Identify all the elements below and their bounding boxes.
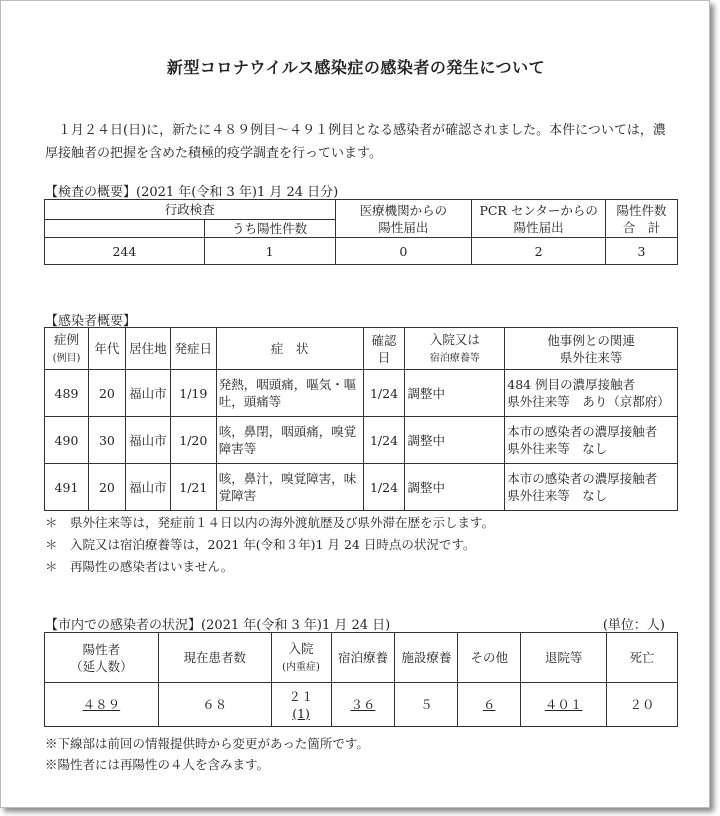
col-confirmed: 確認日 bbox=[363, 328, 405, 370]
lodging-count: ３６ bbox=[350, 697, 376, 712]
test-summary-table bbox=[44, 199, 678, 265]
col-other: その他 bbox=[458, 633, 521, 683]
col-age: 年代 bbox=[88, 328, 125, 370]
discharged-count: ４０１ bbox=[544, 697, 583, 712]
hospitalized-count: ２１ bbox=[288, 688, 314, 704]
city-status-table bbox=[44, 632, 678, 727]
col-case: 症例 (例目) bbox=[45, 328, 89, 370]
col-positive-total: 陽性件数 合 計 bbox=[606, 200, 678, 238]
severe-count: (1) bbox=[292, 705, 310, 721]
case-note-3: ＊ 再陽性の感染者はいません。 bbox=[45, 559, 234, 574]
positive-count: ４８９ bbox=[82, 697, 121, 712]
col-admin-test: 行政検査 bbox=[45, 200, 336, 220]
col-hospitalized: 入院 (内重症) bbox=[271, 633, 331, 683]
case-note-2: ＊ 入院又は宿泊療養等は，2021 年(令和３年)1 月 24 日時点の状況です。 bbox=[45, 537, 476, 552]
col-pcr-report: PCR センターからの 陽性届出 bbox=[472, 200, 606, 238]
col-hospitalization: 入院又は 宿泊療養等 bbox=[405, 328, 505, 370]
medical-report-count: 0 bbox=[335, 238, 472, 265]
table-row: 491 20 福山市 1/21 咳，鼻汁，嗅覚障害，味覚障害 1/24 調整中 本市の感染者の濃厚接触者 県外往来等 なし bbox=[45, 464, 678, 511]
other-count: ６ bbox=[482, 697, 496, 712]
positive-total-count: 3 bbox=[606, 238, 678, 265]
col-admin-positive: うち陽性件数 bbox=[204, 220, 335, 238]
page-title: 新型コロナウイルス感染症の感染者の発生について bbox=[166, 58, 546, 77]
col-current-patients: 現在患者数 bbox=[158, 633, 271, 683]
case-summary-heading: 【感染者概要】 bbox=[45, 314, 137, 329]
col-lodging: 宿泊療養 bbox=[331, 633, 395, 683]
deaths-count: ２０ bbox=[607, 683, 678, 727]
case-note-1: ＊ 県外往来等は，発症前１４日以内の海外渡航歴及び県外滞在歴を示します。 bbox=[45, 515, 495, 530]
col-onset: 発症日 bbox=[170, 328, 216, 370]
col-medical-report: 医療機関からの 陽性届出 bbox=[335, 200, 472, 238]
test-summary-heading: 【検査の概要】(2021 年(令和 3 年)1 月 24 日分) bbox=[45, 185, 339, 200]
status-note-2: ※陽性者には再陽性の４人を含みます。 bbox=[45, 757, 270, 772]
status-note-1: ※下線部は前回の情報提供時から変更があった箇所です。 bbox=[45, 736, 369, 751]
col-positive: 陽性者 （延人数） bbox=[45, 633, 159, 683]
admin-positive-count: 1 bbox=[204, 238, 335, 265]
facility-count: ５ bbox=[395, 683, 458, 727]
admin-test-count: 244 bbox=[45, 238, 205, 265]
col-residence: 居住地 bbox=[125, 328, 170, 370]
intro-paragraph: １月２４日(日)に，新たに４８９例目～４９１例目となる感染者が確認されました。本件については，濃厚接触者の把握を含めた積極的疫学調査を行っています。 bbox=[45, 123, 666, 161]
col-facility: 施設療養 bbox=[395, 633, 458, 683]
col-symptoms: 症 状 bbox=[216, 328, 363, 370]
unit-label: (単位：人) bbox=[602, 618, 665, 633]
case-summary-table bbox=[44, 327, 678, 511]
col-discharged: 退院等 bbox=[521, 633, 607, 683]
pcr-report-count: 2 bbox=[472, 238, 606, 265]
current-patients-count: ６８ bbox=[158, 683, 271, 727]
table-row: 489 20 福山市 1/19 発熱，咽頭痛，嘔気・嘔吐，頭痛等 1/24 調整中 484 例目の濃厚接触者 県外往来等 あり（京都府） bbox=[45, 370, 678, 417]
col-deaths: 死亡 bbox=[607, 633, 678, 683]
table-row: 490 30 福山市 1/20 咳，鼻閉，咽頭痛，嗅覚障害等 1/24 調整中 本市の感染者の濃厚接触者 県外往来等 なし bbox=[45, 417, 678, 464]
col-relation: 他事例との関連 県外往来等 bbox=[505, 328, 678, 370]
city-status-heading: 【市内での感染者の状況】(2021 年(令和 3 年)1 月 24 日) bbox=[45, 618, 391, 633]
